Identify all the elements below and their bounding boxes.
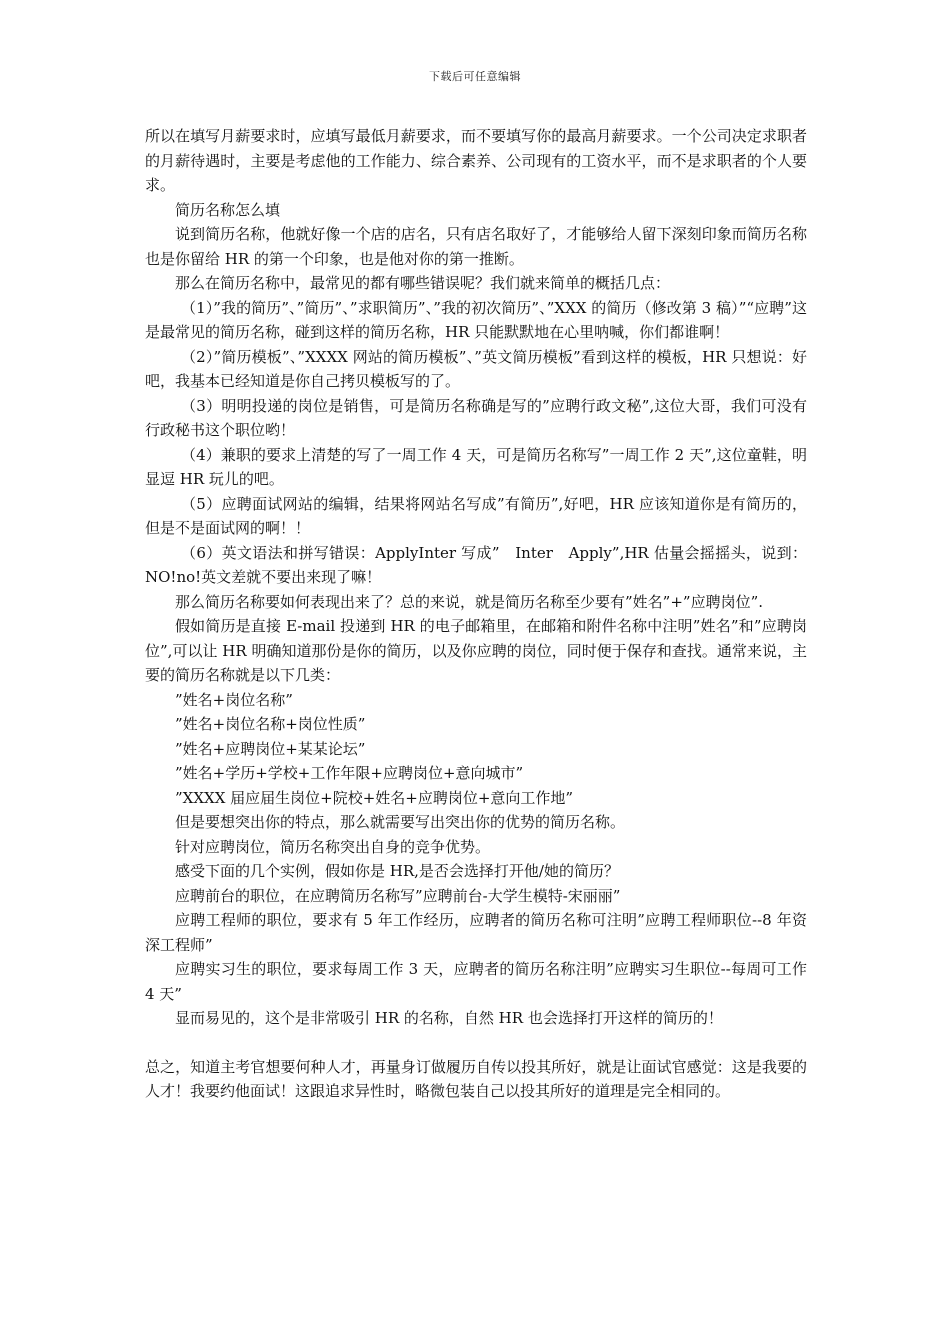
paragraph: 针对应聘岗位，简历名称突出自身的竞争优势。 <box>175 837 491 856</box>
paragraph: 假如简历是直接 E-mail 投递到 HR 的电子邮箱里，在邮箱和附件名称中注明”姓名”和”应聘岗位”,可以让 HR 明确知道那份是你的简历，以及你应聘的岗位，同时便于保存和查找。通常来说，主要的简历名称就是以下几类： <box>145 617 807 684</box>
list-item: （5）应聘面试网站的编辑，结果将网站名写成”有简历”,好吧，HR 应该知道你是有简历的，但是不是面试网的啊！！ <box>145 494 807 537</box>
list-item: （6）英文语法和拼写错误：ApplyInter 写成” Inter Apply”,HR 估量会摇摇头，说到：NO!no!英文差就不要出来现了嘛！ <box>145 543 807 586</box>
list-item: （3）明明投递的岗位是销售，可是简历名称确是写的”应聘行政文秘”,这位大哥，我们可没有行政秘书这个职位哟！ <box>145 396 807 439</box>
example-item: 应聘实习生的职位，要求每周工作 3 天，应聘者的简历名称注明”应聘实习生职位--每周可工作 4 天” <box>145 960 807 1003</box>
name-format-item: ”姓名+学历+学校+工作年限+应聘岗位+意向城市” <box>175 764 524 782</box>
example-item: 应聘前台的职位，在应聘简历名称写”应聘前台-大学生模特-宋丽丽” <box>175 886 621 905</box>
list-item: （4）兼职的要求上清楚的写了一周工作 4 天，可是简历名称写”一周工作 2 天”,这位童鞋，明显逗 HR 玩儿的吧。 <box>145 445 807 488</box>
name-format-item: ”XXXX 届应届生岗位+院校+姓名+应聘岗位+意向工作地” <box>175 788 574 807</box>
paragraph: 那么在简历名称中，最常见的都有哪些错误呢？我们就来简单的概括几点： <box>175 274 671 292</box>
list-item: （1）”我的简历”、”简历”、”求职简历”、”我的初次简历”、”XXX 的简历（修改第 3 稿）”“应聘”这是最常见的简历名称，碰到这样的简历名称，HR 只能默默地在心里呐喊，你们都谁啊！ <box>145 298 807 341</box>
paragraph: 感受下面的几个实例，假如你是 HR,是否会选择打开他/她的简历？ <box>175 862 619 880</box>
list-item: （2）”简历模板”、”XXXX 网站的简历模板”、”英文简历模板”看到这样的模板，HR 只想说：好吧，我基本已经知道是你自己拷贝模板写的了。 <box>145 347 807 390</box>
paragraph-salary: 所以在填写月薪要求时，应填写最低月薪要求，而不要填写你的最高月薪要求。一个公司决定求职者的月薪待遇时，主要是考虑他的工作能力、综合素养、公司现有的工资水平，而不是求职者的个人要求。 <box>145 127 807 194</box>
paragraph: 说到简历名称，他就好像一个店的店名，只有店名取好了，才能够给人留下深刻印象而简历名称也是你留给 HR 的第一个印象，也是他对你的第一推断。 <box>145 225 807 268</box>
paragraph: 但是要想突出你的特点，那么就需要写出突出你的优势的简历名称。 <box>175 813 626 831</box>
document-body <box>145 124 807 1104</box>
paragraph-conclusion: 总之，知道主考官想要何种人才，再量身订做履历自传以投其所好，就是让面试官感觉：这是我要的人才！我要约他面试！这跟追求异性时，略微包装自己以投其所好的道理是完全相同的。 <box>145 1057 807 1100</box>
paragraph-gap <box>145 1031 807 1055</box>
paragraph: 显而易见的，这个是非常吸引 HR 的名称，自然 HR 也会选择打开这样的简历的！ <box>175 1009 723 1027</box>
example-item: 应聘工程师的职位，要求有 5 年工作经历，应聘者的简历名称可注明”应聘工程师职位--8 年资深工程师” <box>145 911 807 954</box>
page-header: 下载后可任意编辑 <box>429 70 521 83</box>
name-format-item: ”姓名+岗位名称+岗位性质” <box>175 715 366 733</box>
name-format-item: ”姓名+应聘岗位+某某论坛” <box>175 739 366 758</box>
paragraph: 那么简历名称要如何表现出来了？总的来说，就是简历名称至少要有”姓名”+”应聘岗位”. <box>175 592 764 611</box>
section-heading: 简历名称怎么填 <box>175 200 281 219</box>
name-format-item: ”姓名+岗位名称” <box>175 690 293 709</box>
